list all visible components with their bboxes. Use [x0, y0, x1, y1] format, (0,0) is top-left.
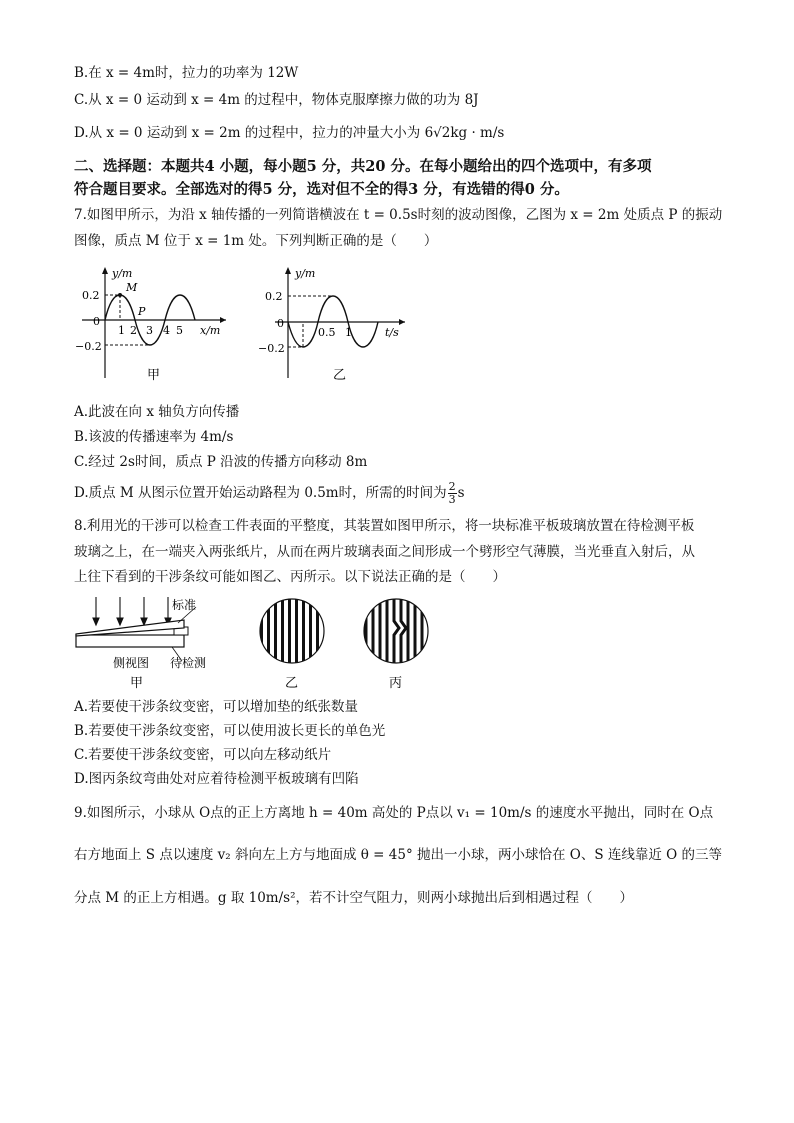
- q6-option-c: C.从 x = 0 运动到 x = 4m 的过程中，物体克服摩擦力做的功为 8J: [74, 92, 479, 108]
- frac-numerator: 2: [448, 480, 456, 493]
- q7-stem-line1: 7.如图甲所示，为沿 x 轴传播的一列简谐横波在 t = 0.5s时刻的波动图像，乙图为 x = 2m 处质点 P 的振动: [74, 207, 723, 223]
- fig-vib-origin: 0: [277, 317, 284, 330]
- section2-heading-line2: 符合题目要求。全部选对的得5 分，选对但不全的得3 分，有选错的得0 分。: [74, 181, 569, 198]
- q7-figure-vibration: [255, 263, 415, 392]
- fig-vib-tick-05: 0.5: [318, 326, 336, 339]
- q6-option-d: D.从 x = 0 运动到 x = 2m 的过程中，拉力的冲量大小为 6√2kg · m/s: [74, 125, 505, 141]
- fig-fringe-c-caption: 丙: [389, 676, 403, 691]
- q8-figure-fringes-straight: [256, 595, 330, 695]
- q8-stem-line3: 上往下看到的干涉条纹可能如图乙、丙所示。以下说法正确的是（ ）: [74, 569, 506, 585]
- section2-heading-line1: 二、选择题：本题共4 小题，每小题5 分，共20 分。在每小题给出的四个选项中，有多项: [74, 158, 652, 175]
- q8-option-b: B.若要使干涉条纹变密，可以使用波长更长的单色光: [74, 723, 386, 739]
- q7-figure-wave: [74, 263, 234, 392]
- fig-vib-ytop: 0.2: [265, 290, 283, 303]
- q8-option-a: A.若要使干涉条纹变密，可以增加垫的纸张数量: [74, 699, 359, 715]
- fig-wave-label-p: P: [138, 305, 146, 318]
- fig-wave-caption: 甲: [147, 368, 161, 383]
- q7-option-b: B.该波的传播速率为 4m/s: [74, 429, 234, 445]
- q8-stem-line1: 8.利用光的干涉可以检查工件表面的平整度，其装置如图甲所示，将一块标准平板玻璃放置在待检测平板: [74, 518, 695, 534]
- fig-wave-origin: 0: [93, 315, 100, 328]
- q7-option-d-text: D.质点 M 从图示位置开始运动路程为 0.5m时，所需的时间为: [74, 485, 447, 501]
- frac-denominator: 3: [448, 493, 456, 506]
- q6-option-b: B.在 x = 4m时，拉力的功率为 12W: [74, 65, 299, 81]
- fig-wave-ylabel: y/m: [112, 267, 133, 280]
- q7-option-d-unit: s: [457, 485, 465, 501]
- q8-option-c: C.若要使干涉条纹变密，可以向左移动纸片: [74, 747, 332, 763]
- fig-wave-ybot: −0.2: [75, 340, 102, 353]
- q9-stem-line2: 右方地面上 S 点以速度 v₂ 斜向左上方与地面成 θ = 45° 抛出一小球，两小球恰在 O、S 连线靠近 O 的三等: [74, 847, 723, 863]
- q7-option-a: A.此波在向 x 轴负方向传播: [74, 404, 240, 420]
- fig-vib-ybot: −0.2: [258, 342, 285, 355]
- fig-apparatus-test-label: 待检测: [170, 656, 207, 670]
- fig-apparatus-std-label: 标准: [172, 598, 197, 612]
- q9-stem-line1: 9.如图所示，小球从 O点的正上方离地 h = 40m 高处的 P点以 v₁ = 10m/s 的速度水平抛出，同时在 O点: [74, 805, 714, 821]
- q7-option-d-fraction: [448, 481, 457, 506]
- fig-apparatus-caption: 甲: [130, 676, 144, 691]
- fig-vib-ylabel: y/m: [295, 267, 316, 280]
- fig-vib-xlabel: t/s: [385, 326, 399, 339]
- q7-stem-line2: 图像，质点 M 位于 x = 1m 处。下列判断正确的是（ ）: [74, 233, 438, 249]
- q8-figure-fringes-bent: [360, 595, 434, 695]
- fig-wave-xlabel: x/m: [200, 324, 221, 337]
- q9-stem-line3: 分点 M 的正上方相遇。g 取 10m/s²，若不计空气阻力，则两小球抛出后到相遇过程（ ）: [74, 890, 633, 906]
- q8-option-d: D.图丙条纹弯曲处对应着待检测平板玻璃有凹陷: [74, 771, 359, 787]
- fig-wave-tick-5: 5: [176, 324, 183, 337]
- fig-vib-caption: 乙: [333, 368, 347, 383]
- fig-wave-ytop: 0.2: [82, 289, 100, 302]
- q7-option-c: C.经过 2s时间，质点 P 沿波的传播方向移动 8m: [74, 454, 368, 470]
- fig-vib-tick-1: 1: [345, 326, 352, 339]
- fig-wave-tick-1: 1: [118, 324, 125, 337]
- q7-option-d: [74, 480, 465, 506]
- fig-wave-label-m: M: [126, 281, 138, 294]
- fig-wave-tick-3: 3: [146, 324, 153, 337]
- fig-apparatus-side-label: 侧视图: [113, 656, 150, 670]
- fig-fringe-b-caption: 乙: [285, 676, 299, 691]
- fig-wave-tick-2: 2: [130, 324, 137, 337]
- q8-stem-line2: 玻璃之上，在一端夹入两张纸片，从而在两片玻璃表面之间形成一个劈形空气薄膜，当光垂直入射后，从: [74, 544, 695, 560]
- fig-wave-tick-4: 4: [163, 324, 170, 337]
- q8-figure-apparatus: [74, 593, 234, 697]
